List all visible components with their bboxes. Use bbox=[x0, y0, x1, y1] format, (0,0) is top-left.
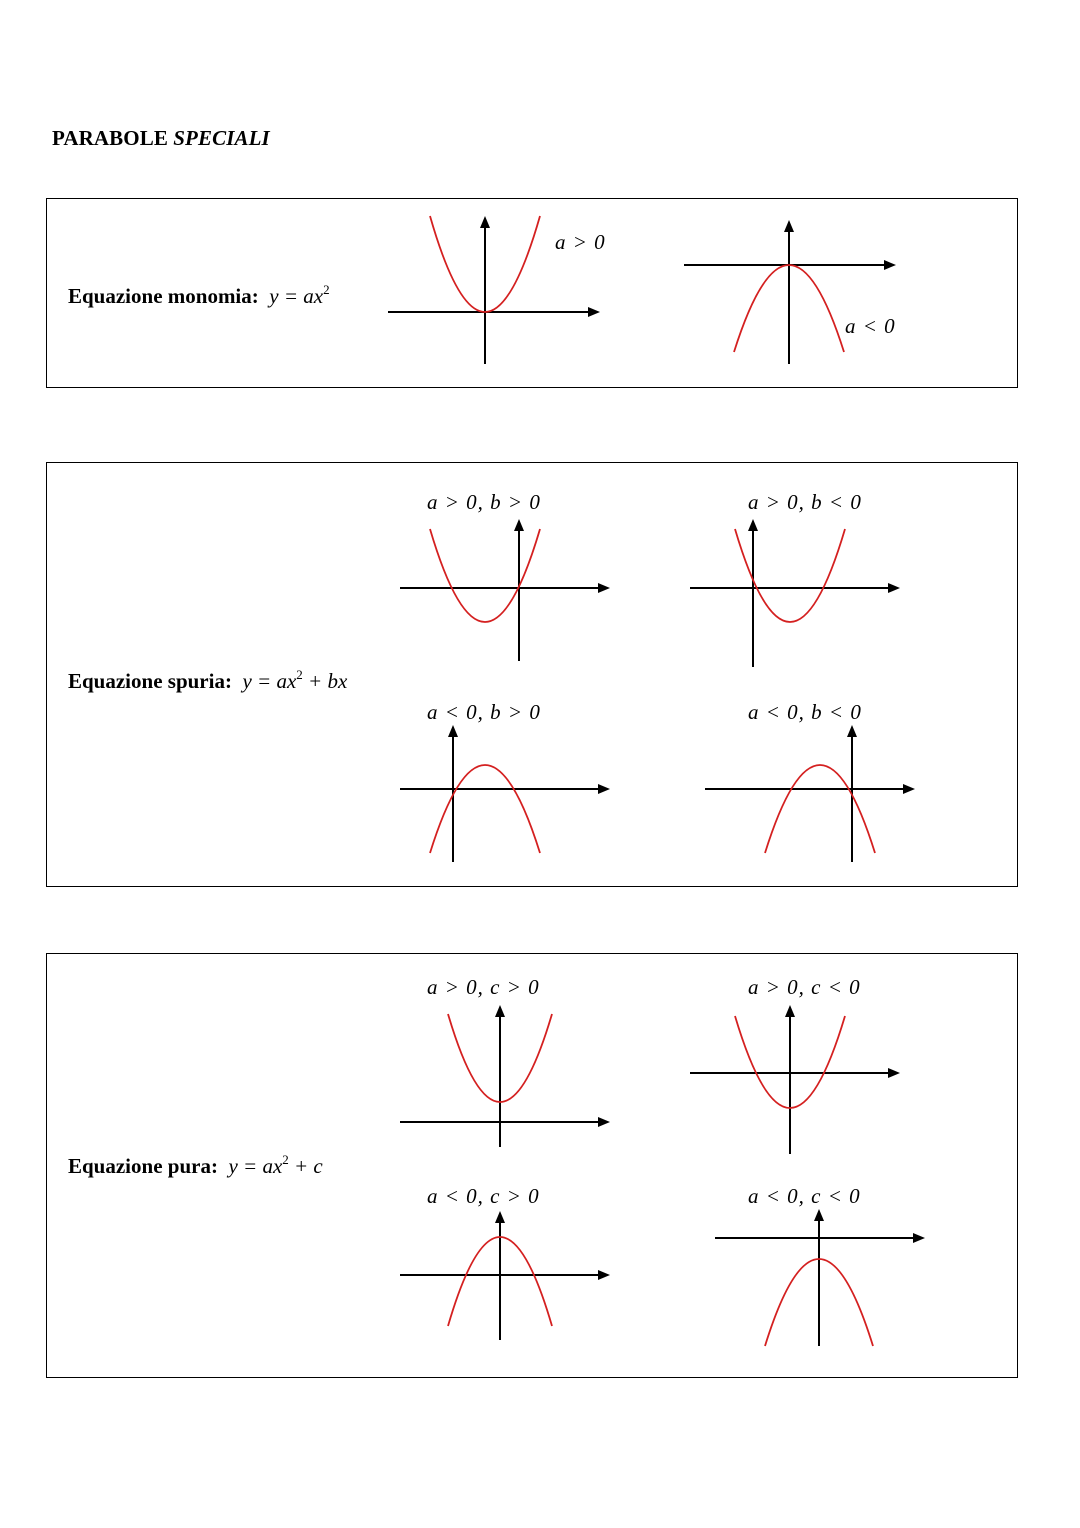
cond-spuria-4: a < 0, b < 0 bbox=[748, 700, 862, 724]
x-axis-arrow bbox=[884, 260, 896, 270]
x-axis-arrow bbox=[598, 1117, 610, 1127]
eq-name-pura: Equazione pura bbox=[68, 1154, 211, 1178]
y-axis-arrow bbox=[814, 1209, 824, 1221]
cond-monomia-a-neg: a < 0 bbox=[845, 314, 896, 338]
y-axis-arrow bbox=[784, 220, 794, 232]
title-emphasis: SPECIALI bbox=[173, 126, 270, 150]
cond-monomia-a-pos: a > 0 bbox=[555, 230, 606, 254]
cond-spuria-1: a > 0, b > 0 bbox=[427, 490, 541, 514]
y-axis-arrow bbox=[785, 1005, 795, 1017]
y-axis-arrow bbox=[448, 725, 458, 737]
formula-monomia: $y = ax^2$ bbox=[269, 282, 330, 308]
y-axis-arrow bbox=[847, 725, 857, 737]
cond-spuria-3: a < 0, b > 0 bbox=[427, 700, 541, 724]
cond-pura-4: a < 0, c < 0 bbox=[748, 1184, 861, 1208]
y-axis-arrow bbox=[495, 1211, 505, 1223]
cond-pura-3: a < 0, c > 0 bbox=[427, 1184, 540, 1208]
x-axis-arrow bbox=[588, 307, 600, 317]
graph-spuria-a-pos-b-pos bbox=[400, 515, 620, 665]
graph-pura-a-pos-c-neg bbox=[690, 1002, 910, 1157]
formula-spuria: $y = ax^2$ + bx bbox=[242, 667, 348, 693]
y-axis-arrow bbox=[748, 519, 758, 531]
y-axis-arrow bbox=[514, 519, 524, 531]
graph-pura-a-neg-c-neg bbox=[715, 1206, 935, 1351]
parabola-curve bbox=[430, 765, 540, 853]
graph-pura-a-pos-c-pos bbox=[400, 1002, 620, 1152]
x-axis-arrow bbox=[903, 784, 915, 794]
x-axis-arrow bbox=[598, 1270, 610, 1280]
label-pura: Equazione pura: $y = ax^2 + c$ bbox=[68, 1152, 323, 1178]
graph-spuria-a-neg-b-pos bbox=[400, 722, 620, 867]
x-axis-arrow bbox=[888, 1068, 900, 1078]
formula-pura: $y = ax^2 + c$ bbox=[228, 1152, 323, 1178]
eq-name-monomia: Equazione monomia bbox=[68, 284, 252, 308]
y-axis-arrow bbox=[480, 216, 490, 228]
graph-spuria-a-pos-b-neg bbox=[690, 515, 910, 665]
x-axis-arrow bbox=[888, 583, 900, 593]
x-axis-arrow bbox=[913, 1233, 925, 1243]
graph-pura-a-neg-c-pos bbox=[400, 1208, 620, 1343]
graph-monomia-a-neg bbox=[684, 212, 904, 367]
page-title bbox=[52, 126, 270, 151]
label-monomia: Equazione monomia: $y = ax^2$ bbox=[68, 282, 330, 308]
cond-spuria-2: a > 0, b < 0 bbox=[748, 490, 862, 514]
parabola-curve bbox=[735, 529, 845, 622]
y-axis-arrow bbox=[495, 1005, 505, 1017]
x-axis-arrow bbox=[598, 583, 610, 593]
cond-pura-2: a > 0, c < 0 bbox=[748, 975, 861, 999]
parabola-curve bbox=[430, 529, 540, 622]
label-spuria: Equazione spuria: $y = ax^2$ + bx bbox=[68, 667, 348, 693]
x-axis-arrow bbox=[598, 784, 610, 794]
cond-pura-1: a > 0, c > 0 bbox=[427, 975, 540, 999]
title-main: PARABOLE bbox=[52, 126, 168, 150]
parabola-curve bbox=[765, 765, 875, 853]
graph-spuria-a-neg-b-neg bbox=[705, 722, 925, 867]
eq-name-spuria: Equazione spuria bbox=[68, 669, 225, 693]
